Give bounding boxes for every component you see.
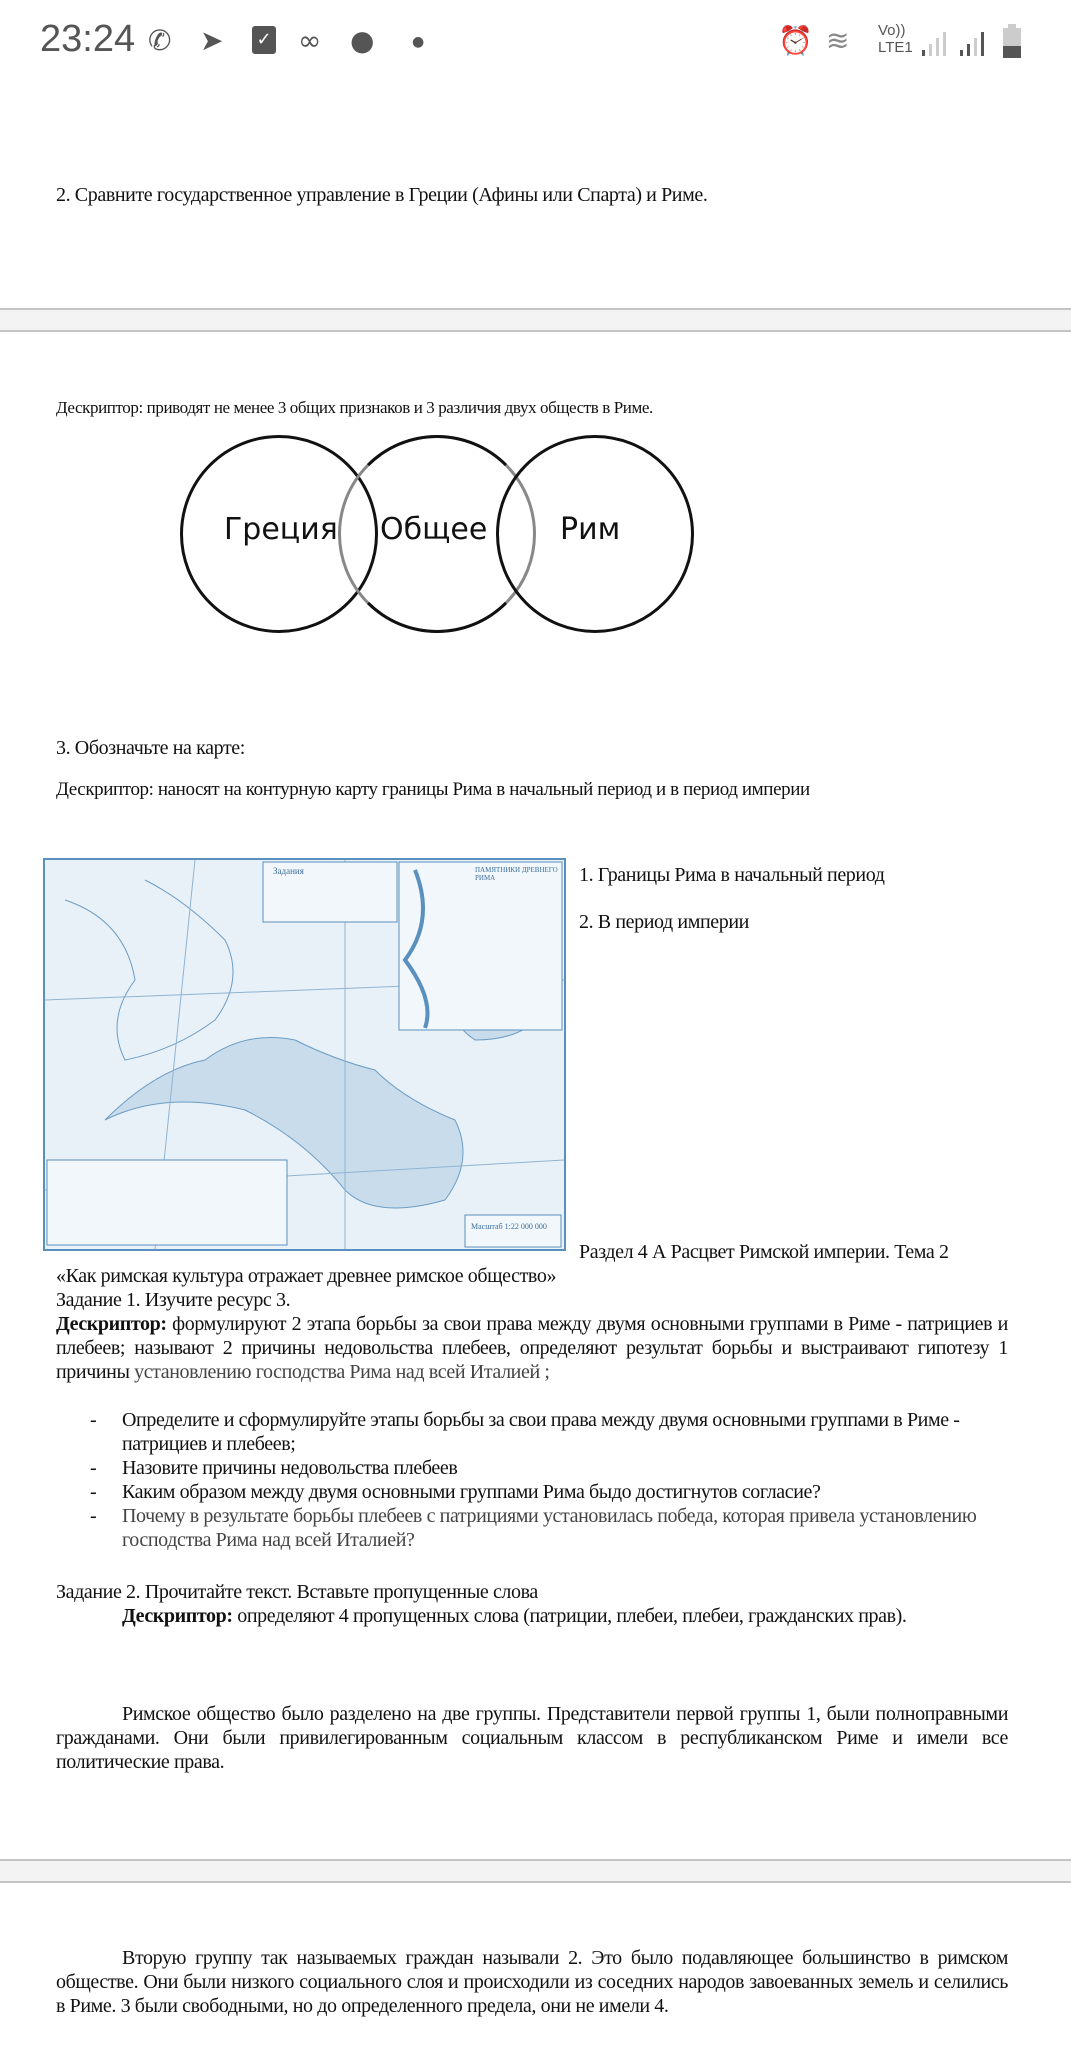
status-bar (0, 0, 1071, 80)
bullet-mark: - (90, 1481, 97, 1503)
descriptor-text-gray: установлению господства Рима над всей Италией ; (134, 1361, 550, 1383)
contour-map (43, 858, 566, 1251)
dot-icon: ● (412, 34, 425, 50)
list-item: Каким образом между двумя основными группами Рима быдо достигнутов согласие? (122, 1481, 821, 1503)
list-item: Назовите причины недовольства плебеев (122, 1457, 458, 1479)
task-1-questions-list (0, 1408, 1071, 1558)
list-item: Определите и сформулируйте этапы борьбы за свои права между двумя основными группами в Риме - патрициев и плебеев; (122, 1409, 960, 1455)
venn-diagram (0, 430, 1071, 640)
task-2-paragraph-2: Вторую группу так называемых граждан называли 2. Это было подавляющее большинство в римском обществе. Они были низкого социального слоя и происходили из соседних народов завоеванных земель и селились в Риме. 3 были свободными, но до определенного предела, они не имели 4. (56, 1947, 1008, 2017)
bullet-mark: - (90, 1505, 97, 1527)
map-graphic (45, 860, 564, 1249)
venn-label-greece: Греция (224, 512, 338, 547)
map-scale: Масштаб 1:22 000 000 (471, 1222, 547, 1231)
app-icon: ● (350, 24, 375, 57)
volte-label: Vo)) (878, 22, 906, 39)
venn-label-common: Общее (380, 512, 488, 547)
network-indicator (878, 22, 913, 56)
clock: 23:24 (40, 18, 136, 60)
page-divider (0, 308, 1071, 332)
alarm-icon: ⏰ (778, 24, 813, 57)
list-item: Почему в результате борьбы плебеев с патрициями установилась победа, которая привела установлению господства Рима над всей Италией? (122, 1505, 977, 1551)
whatsapp-icon: ✆ (148, 24, 172, 57)
venn-label-rome: Рим (560, 512, 621, 547)
map-inset-title: ПАМЯТНИКИ ДРЕВНЕГО РИМА (475, 866, 558, 882)
task-2-title: Задание 2. Прочитайте текст. Вставьте пропущенные слова (56, 1581, 538, 1603)
wifi-icon: ≋ (826, 24, 850, 57)
map-item-1: 1. Границы Рима в начальный период (579, 864, 885, 886)
infinity-icon: ∞ (298, 24, 322, 57)
battery-icon (1002, 24, 1022, 58)
map-tasks-title: Задания (273, 866, 304, 876)
task-1-title: Задание 1. Изучите ресурс 3. (56, 1289, 291, 1311)
bullet-mark: - (90, 1457, 97, 1479)
checkbox-icon: ✓ (252, 26, 276, 54)
question-3-descriptor: Дескриптор: наносят на контурную карту границы Рима в начальный период и в период империи (56, 779, 810, 800)
descriptor-text: формулируют 2 этапа борьбы за свои права между двумя основными группами в Риме - патрициев и плебеев; называют 2 причины недовольства плебеев, определяют результат борьбы и выстраивают гипотезу 1 причины (56, 1313, 1008, 1383)
section-heading-line1: Раздел 4 А Расцвет Римской империи. Тема 2 (579, 1241, 949, 1263)
section-heading-line2: «Как римская культура отражает древнее римское общество» (56, 1265, 557, 1287)
page-divider (0, 1859, 1071, 1883)
task-1-descriptor (56, 1312, 1008, 1384)
lte-label: LTE1 (878, 39, 913, 56)
bullet-mark: - (90, 1409, 97, 1431)
signal-icon (922, 30, 950, 56)
descriptor-text: определяют 4 пропущенных слова (патриции, плебеи, плебеи, гражданских прав). (232, 1605, 907, 1627)
question-2-descriptor: Дескриптор: приводят не менее 3 общих признаков и 3 различия двух обществ в Риме. (56, 398, 653, 417)
descriptor-label: Дескриптор: (56, 1313, 167, 1335)
map-item-2: 2. В период империи (579, 911, 749, 933)
question-3-title: 3. Обозначьте на карте: (56, 737, 245, 759)
question-2-title: 2. Сравните государственное управление в Греции (Афины или Спарта) и Риме. (56, 184, 708, 206)
telegram-icon: ➤ (200, 24, 224, 57)
task-2-paragraph-1: Римское общество было разделено на две группы. Представители первой группы 1, были полноправными гражданами. Они были привилегированным социальным классом в республиканском Риме и имели все политические права. (56, 1703, 1008, 1773)
signal-icon (960, 30, 988, 56)
task-2-descriptor (56, 1604, 1008, 1628)
descriptor-label: Дескриптор: (122, 1605, 233, 1627)
